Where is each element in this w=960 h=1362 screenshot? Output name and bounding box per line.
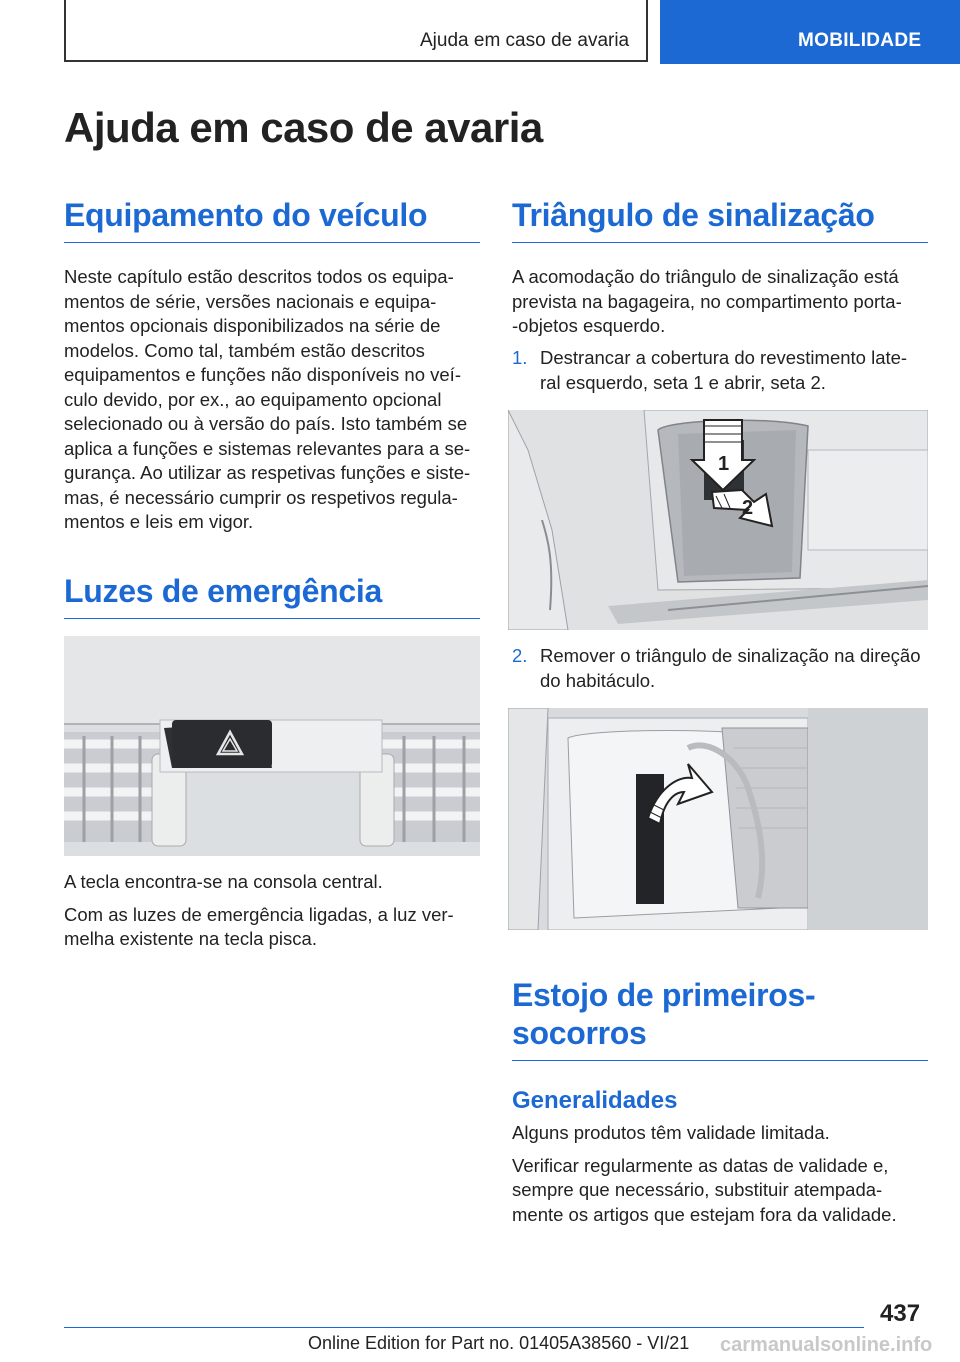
step-line: Destrancar a cobertura do revestimento late- bbox=[540, 347, 908, 368]
firstaid-heading-line: socorros bbox=[512, 1015, 647, 1051]
step-line: do habitáculo. bbox=[540, 669, 656, 691]
figure-label-2: 2 bbox=[742, 497, 754, 519]
watermark: carmanualsonline.info bbox=[720, 1334, 933, 1356]
equipment-line: culo devido, por ex., ao equipamento opcional bbox=[64, 388, 442, 410]
firstaid-check-line: mente os artigos que estejam fora da validade. bbox=[512, 1203, 897, 1225]
equipment-line: mentos opcionais disponibilizados na série de bbox=[64, 315, 441, 336]
equipment-heading: Equipamento do veículo bbox=[64, 196, 480, 243]
triangle-heading: Triângulo de sinalização bbox=[512, 196, 928, 243]
hazard-paragraphs bbox=[64, 870, 480, 952]
equipment-line: mentos de série, versões nacionais e equipa- bbox=[64, 290, 437, 312]
firstaid-validity-text: Alguns produtos têm validade limitada. bbox=[512, 1122, 830, 1143]
firstaid-heading bbox=[512, 976, 928, 1061]
equipment-line: equipamentos e funções não disponíveis no veí- bbox=[64, 364, 461, 385]
step-2 bbox=[512, 644, 928, 694]
firstaid-check-line: Verificar regularmente as datas de validade e, bbox=[512, 1154, 889, 1176]
hazard-blink-line: melha existente na tecla pisca. bbox=[64, 928, 317, 949]
triangle-intro-line: prevista na bagageira, no compartimento porta- bbox=[512, 290, 902, 312]
triangle-section bbox=[512, 196, 928, 339]
firstaid-check-paragraph bbox=[512, 1154, 928, 1228]
step-text bbox=[540, 346, 932, 395]
equipment-line: gurança. Ao utilizar as respetivas funções e siste- bbox=[64, 462, 471, 483]
equipment-line: aplica a funções e sistemas relevantes para a se- bbox=[64, 437, 471, 459]
header-chapter-tab[interactable] bbox=[660, 0, 960, 64]
triangle-intro-line: -objetos esquerdo. bbox=[512, 315, 666, 336]
step-text bbox=[540, 644, 932, 693]
equipment-line: mas, é necessário cumprir os respetivos regula- bbox=[64, 486, 458, 508]
step-line: Remover o triângulo de sinalização na direção bbox=[540, 645, 921, 666]
figure-label-1: 1 bbox=[718, 453, 730, 475]
header-chapter-label: MOBILIDADE bbox=[798, 30, 922, 51]
hazard-button-figure bbox=[64, 636, 480, 856]
hazard-heading: Luzes de emergência bbox=[64, 572, 480, 619]
header-section-title: Ajuda em caso de avaria bbox=[420, 30, 630, 51]
equipment-paragraph bbox=[64, 265, 480, 535]
triangle-removal-illustration bbox=[508, 708, 928, 930]
hazard-button-illustration bbox=[64, 636, 480, 856]
firstaid-check-line: sempre que necessário, substituir atempada- bbox=[512, 1179, 883, 1200]
equipment-line: modelos. Como tal, também estão descritos bbox=[64, 339, 425, 361]
triangle-intro-line: A acomodação do triângulo de sinalização está bbox=[512, 266, 899, 287]
triangle-removal-figure bbox=[508, 708, 928, 930]
step-number: 1. bbox=[512, 347, 528, 368]
footer-edition: Online Edition for Part no. 01405A38560 - VI/21 bbox=[308, 1333, 690, 1353]
equipment-line: selecionado ou à versão do país. Isto também se bbox=[64, 413, 468, 434]
trunk-cover-figure bbox=[508, 410, 928, 630]
hazard-location-text: A tecla encontra-se na consola central. bbox=[64, 871, 383, 892]
page-number: 437 bbox=[880, 1300, 921, 1327]
equipment-section bbox=[64, 196, 480, 535]
footer-divider bbox=[64, 1327, 864, 1328]
step-1 bbox=[512, 346, 928, 396]
hazard-section bbox=[64, 572, 480, 619]
page-title: Ajuda em caso de avaria bbox=[64, 104, 543, 151]
step-line: ral esquerdo, seta 1 e abrir, seta 2. bbox=[540, 371, 826, 393]
hazard-blink-line: Com as luzes de emergência ligadas, a luz ver- bbox=[64, 903, 454, 925]
step-number: 2. bbox=[512, 645, 528, 666]
equipment-line: mentos e leis em vigor. bbox=[64, 511, 254, 532]
firstaid-heading-line: Estojo de primeiros- bbox=[512, 977, 816, 1013]
firstaid-subheading: Generalidades bbox=[512, 1087, 678, 1114]
equipment-line: Neste capítulo estão descritos todos os equipa- bbox=[64, 266, 454, 287]
triangle-intro bbox=[512, 265, 928, 339]
trunk-cover-illustration bbox=[508, 410, 928, 630]
firstaid-section bbox=[512, 976, 928, 1227]
